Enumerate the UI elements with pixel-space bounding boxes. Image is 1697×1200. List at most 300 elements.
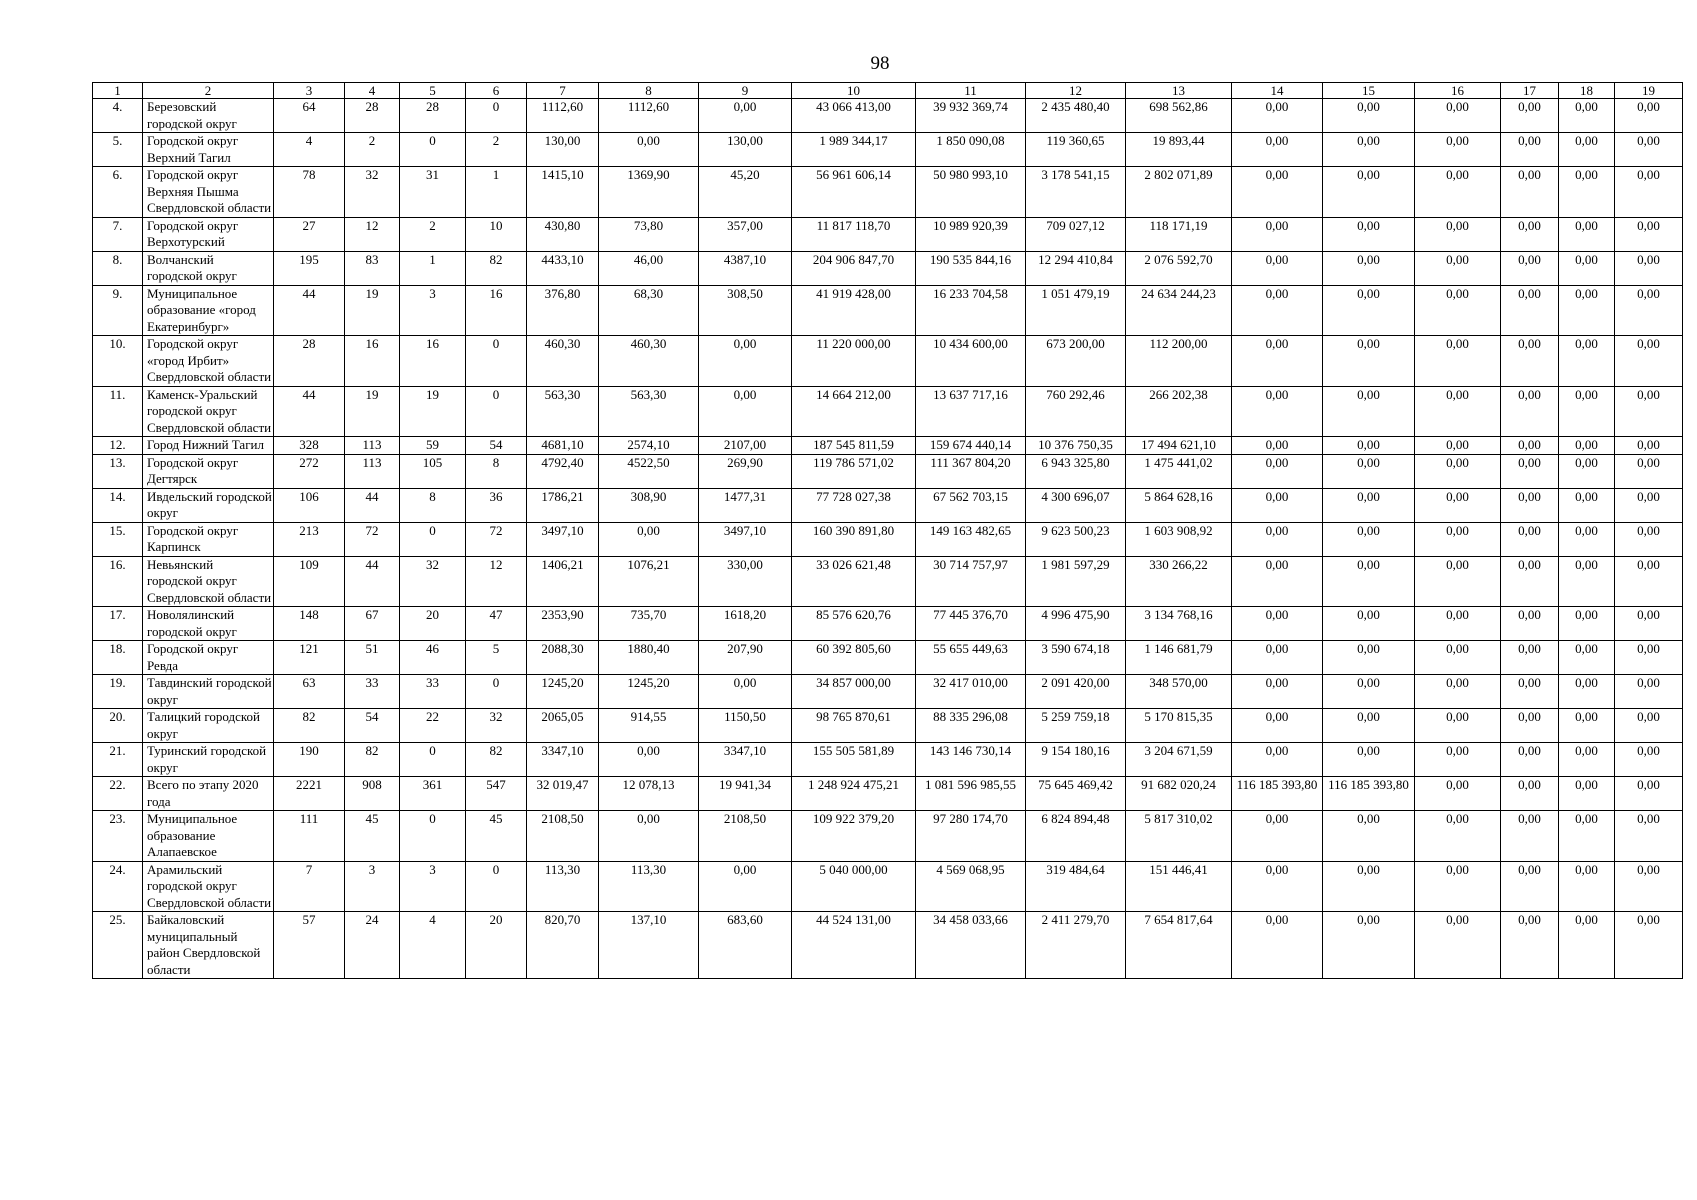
value-cell: 1150,50 — [699, 709, 792, 743]
value-cell: 0,00 — [1323, 437, 1415, 455]
table-row — [93, 217, 1683, 251]
value-cell: 22 — [400, 709, 466, 743]
municipality-name-cell: Байкаловский муниципальный район Свердловской области — [143, 912, 274, 979]
value-cell: 7 654 817,64 — [1126, 912, 1232, 979]
value-cell: 51 — [345, 641, 400, 675]
value-cell: 50 980 993,10 — [916, 167, 1026, 218]
value-cell: 348 570,00 — [1126, 675, 1232, 709]
table-row — [93, 641, 1683, 675]
value-cell: 0,00 — [1323, 861, 1415, 912]
value-cell: 0 — [466, 336, 527, 387]
table-row — [93, 167, 1683, 218]
value-cell: 12 — [345, 217, 400, 251]
value-cell: 0,00 — [1323, 217, 1415, 251]
value-cell: 43 066 413,00 — [792, 99, 916, 133]
value-cell: 3497,10 — [699, 522, 792, 556]
value-cell: 319 484,64 — [1026, 861, 1126, 912]
value-cell: 9 623 500,23 — [1026, 522, 1126, 556]
value-cell: 10 989 920,39 — [916, 217, 1026, 251]
value-cell: 0,00 — [1232, 437, 1323, 455]
row-number-cell: 6. — [93, 167, 143, 218]
value-cell: 44 — [345, 556, 400, 607]
value-cell: 2108,50 — [527, 811, 599, 862]
value-cell: 0,00 — [1615, 251, 1683, 285]
value-cell: 1 981 597,29 — [1026, 556, 1126, 607]
value-cell: 47 — [466, 607, 527, 641]
value-cell: 118 171,19 — [1126, 217, 1232, 251]
value-cell: 195 — [274, 251, 345, 285]
value-cell: 2574,10 — [599, 437, 699, 455]
value-cell: 0,00 — [1323, 641, 1415, 675]
value-cell: 1 146 681,79 — [1126, 641, 1232, 675]
value-cell: 0,00 — [1559, 709, 1615, 743]
value-cell: 0,00 — [1501, 336, 1559, 387]
value-cell: 72 — [466, 522, 527, 556]
value-cell: 0,00 — [1615, 336, 1683, 387]
municipality-name-cell: Волчанский городской округ — [143, 251, 274, 285]
value-cell: 0,00 — [1615, 607, 1683, 641]
value-cell: 0,00 — [1232, 251, 1323, 285]
value-cell: 73,80 — [599, 217, 699, 251]
value-cell: 0,00 — [1232, 709, 1323, 743]
value-cell: 1 989 344,17 — [792, 133, 916, 167]
value-cell: 0,00 — [699, 336, 792, 387]
value-cell: 1 081 596 985,55 — [916, 777, 1026, 811]
value-cell: 0,00 — [599, 811, 699, 862]
value-cell: 11 817 118,70 — [792, 217, 916, 251]
table-row — [93, 488, 1683, 522]
value-cell: 3 178 541,15 — [1026, 167, 1126, 218]
value-cell: 106 — [274, 488, 345, 522]
column-number-cell: 14 — [1232, 83, 1323, 99]
value-cell: 914,55 — [599, 709, 699, 743]
value-cell: 4 569 068,95 — [916, 861, 1026, 912]
value-cell: 0,00 — [1615, 556, 1683, 607]
value-cell: 0 — [466, 861, 527, 912]
column-number-cell: 7 — [527, 83, 599, 99]
value-cell: 0,00 — [1323, 912, 1415, 979]
value-cell: 0,00 — [1559, 133, 1615, 167]
value-cell: 4 — [274, 133, 345, 167]
value-cell: 0,00 — [1559, 777, 1615, 811]
value-cell: 54 — [345, 709, 400, 743]
value-cell: 3347,10 — [527, 743, 599, 777]
row-number-cell: 19. — [93, 675, 143, 709]
row-number-cell: 25. — [93, 912, 143, 979]
value-cell: 0,00 — [1323, 454, 1415, 488]
value-cell: 1 051 479,19 — [1026, 285, 1126, 336]
value-cell: 0,00 — [1615, 437, 1683, 455]
municipality-name-cell: Туринский городской округ — [143, 743, 274, 777]
column-number-cell: 15 — [1323, 83, 1415, 99]
value-cell: 0,00 — [1559, 437, 1615, 455]
table-row — [93, 386, 1683, 437]
value-cell: 113 — [345, 454, 400, 488]
value-cell: 1786,21 — [527, 488, 599, 522]
value-cell: 0,00 — [1232, 675, 1323, 709]
value-cell: 204 906 847,70 — [792, 251, 916, 285]
value-cell: 0,00 — [1415, 912, 1501, 979]
value-cell: 33 — [345, 675, 400, 709]
value-cell: 105 — [400, 454, 466, 488]
value-cell: 272 — [274, 454, 345, 488]
column-number-cell: 4 — [345, 83, 400, 99]
value-cell: 0,00 — [1415, 743, 1501, 777]
value-cell: 0 — [466, 99, 527, 133]
row-number-cell: 15. — [93, 522, 143, 556]
row-number-cell: 16. — [93, 556, 143, 607]
value-cell: 113 — [345, 437, 400, 455]
value-cell: 1245,20 — [527, 675, 599, 709]
value-cell: 0,00 — [1615, 99, 1683, 133]
value-cell: 0,00 — [1559, 386, 1615, 437]
value-cell: 12 294 410,84 — [1026, 251, 1126, 285]
value-cell: 46,00 — [599, 251, 699, 285]
value-cell: 0,00 — [1232, 488, 1323, 522]
value-cell: 32 417 010,00 — [916, 675, 1026, 709]
value-cell: 32 019,47 — [527, 777, 599, 811]
value-cell: 0,00 — [1232, 336, 1323, 387]
value-cell: 0,00 — [1559, 556, 1615, 607]
value-cell: 112 200,00 — [1126, 336, 1232, 387]
value-cell: 0,00 — [1501, 488, 1559, 522]
value-cell: 2 091 420,00 — [1026, 675, 1126, 709]
value-cell: 2 — [345, 133, 400, 167]
row-number-cell: 12. — [93, 437, 143, 455]
table-row — [93, 861, 1683, 912]
municipality-name-cell: Город Нижний Тагил — [143, 437, 274, 455]
municipality-name-cell: Городской округ Верхотурский — [143, 217, 274, 251]
value-cell: 64 — [274, 99, 345, 133]
municipality-name-cell: Ивдельский городской округ — [143, 488, 274, 522]
value-cell: 0,00 — [1323, 386, 1415, 437]
data-table — [92, 82, 1683, 979]
value-cell: 111 367 804,20 — [916, 454, 1026, 488]
value-cell: 2 802 071,89 — [1126, 167, 1232, 218]
column-number-cell: 5 — [400, 83, 466, 99]
value-cell: 0,00 — [1232, 167, 1323, 218]
value-cell: 78 — [274, 167, 345, 218]
value-cell: 0,00 — [1559, 99, 1615, 133]
value-cell: 0,00 — [1615, 912, 1683, 979]
value-cell: 0,00 — [1232, 912, 1323, 979]
value-cell: 97 280 174,70 — [916, 811, 1026, 862]
value-cell: 0,00 — [1323, 607, 1415, 641]
value-cell: 77 445 376,70 — [916, 607, 1026, 641]
column-number-cell: 13 — [1126, 83, 1232, 99]
value-cell: 10 434 600,00 — [916, 336, 1026, 387]
value-cell: 0,00 — [1415, 641, 1501, 675]
value-cell: 0,00 — [1415, 454, 1501, 488]
value-cell: 0,00 — [1415, 251, 1501, 285]
value-cell: 2 411 279,70 — [1026, 912, 1126, 979]
value-cell: 82 — [274, 709, 345, 743]
value-cell: 0,00 — [1615, 709, 1683, 743]
value-cell: 98 765 870,61 — [792, 709, 916, 743]
value-cell: 44 524 131,00 — [792, 912, 916, 979]
value-cell: 11 220 000,00 — [792, 336, 916, 387]
table-row — [93, 912, 1683, 979]
value-cell: 116 185 393,80 — [1232, 777, 1323, 811]
value-cell: 0,00 — [1232, 743, 1323, 777]
value-cell: 547 — [466, 777, 527, 811]
value-cell: 0,00 — [1501, 133, 1559, 167]
value-cell: 1245,20 — [599, 675, 699, 709]
value-cell: 3 — [400, 861, 466, 912]
column-number-cell: 1 — [93, 83, 143, 99]
table-row — [93, 556, 1683, 607]
municipality-name-cell: Городской округ Ревда — [143, 641, 274, 675]
value-cell: 16 — [400, 336, 466, 387]
value-cell: 4792,40 — [527, 454, 599, 488]
value-cell: 187 545 811,59 — [792, 437, 916, 455]
municipality-name-cell: Арамильский городской округ Свердловской области — [143, 861, 274, 912]
value-cell: 111 — [274, 811, 345, 862]
value-cell: 0,00 — [1232, 861, 1323, 912]
value-cell: 45 — [345, 811, 400, 862]
value-cell: 5 170 815,35 — [1126, 709, 1232, 743]
value-cell: 46 — [400, 641, 466, 675]
value-cell: 8 — [466, 454, 527, 488]
municipality-name-cell: Новолялинский городской округ — [143, 607, 274, 641]
value-cell: 32 — [345, 167, 400, 218]
value-cell: 3 590 674,18 — [1026, 641, 1126, 675]
value-cell: 19 893,44 — [1126, 133, 1232, 167]
table-row — [93, 607, 1683, 641]
value-cell: 24 634 244,23 — [1126, 285, 1232, 336]
value-cell: 1 — [400, 251, 466, 285]
value-cell: 0,00 — [1559, 641, 1615, 675]
value-cell: 0,00 — [1501, 251, 1559, 285]
value-cell: 119 360,65 — [1026, 133, 1126, 167]
table-row — [93, 675, 1683, 709]
value-cell: 3347,10 — [699, 743, 792, 777]
value-cell: 0,00 — [1501, 675, 1559, 709]
value-cell: 0,00 — [1615, 133, 1683, 167]
column-number-cell: 10 — [792, 83, 916, 99]
value-cell: 0,00 — [1415, 386, 1501, 437]
value-cell: 16 — [345, 336, 400, 387]
value-cell: 36 — [466, 488, 527, 522]
value-cell: 9 154 180,16 — [1026, 743, 1126, 777]
column-number-cell: 12 — [1026, 83, 1126, 99]
value-cell: 8 — [400, 488, 466, 522]
value-cell: 0 — [400, 133, 466, 167]
value-cell: 0,00 — [1501, 285, 1559, 336]
value-cell: 31 — [400, 167, 466, 218]
row-number-cell: 11. — [93, 386, 143, 437]
value-cell: 0,00 — [1415, 556, 1501, 607]
value-cell: 75 645 469,42 — [1026, 777, 1126, 811]
value-cell: 5 817 310,02 — [1126, 811, 1232, 862]
value-cell: 1 850 090,08 — [916, 133, 1026, 167]
value-cell: 0,00 — [1323, 811, 1415, 862]
value-cell: 460,30 — [527, 336, 599, 387]
value-cell: 0,00 — [1559, 607, 1615, 641]
value-cell: 55 655 449,63 — [916, 641, 1026, 675]
table-row — [93, 777, 1683, 811]
value-cell: 0,00 — [1323, 336, 1415, 387]
value-cell: 0,00 — [1501, 437, 1559, 455]
table-row — [93, 522, 1683, 556]
municipality-name-cell: Городской округ Карпинск — [143, 522, 274, 556]
value-cell: 0 — [400, 522, 466, 556]
value-cell: 0,00 — [1415, 437, 1501, 455]
value-cell: 44 — [274, 285, 345, 336]
value-cell: 19 — [400, 386, 466, 437]
value-cell: 109 — [274, 556, 345, 607]
value-cell: 0,00 — [1232, 522, 1323, 556]
value-cell: 908 — [345, 777, 400, 811]
value-cell: 68,30 — [599, 285, 699, 336]
value-cell: 3 204 671,59 — [1126, 743, 1232, 777]
municipality-name-cell: Невьянский городской округ Свердловской области — [143, 556, 274, 607]
value-cell: 3497,10 — [527, 522, 599, 556]
value-cell: 269,90 — [699, 454, 792, 488]
row-number-cell: 20. — [93, 709, 143, 743]
value-cell: 0,00 — [1501, 641, 1559, 675]
value-cell: 130,00 — [699, 133, 792, 167]
table-row — [93, 437, 1683, 455]
value-cell: 2353,90 — [527, 607, 599, 641]
value-cell: 2 435 480,40 — [1026, 99, 1126, 133]
value-cell: 5 040 000,00 — [792, 861, 916, 912]
value-cell: 0,00 — [1415, 861, 1501, 912]
value-cell: 19 941,34 — [699, 777, 792, 811]
value-cell: 2088,30 — [527, 641, 599, 675]
value-cell: 4 300 696,07 — [1026, 488, 1126, 522]
value-cell: 44 — [274, 386, 345, 437]
value-cell: 60 392 805,60 — [792, 641, 916, 675]
value-cell: 33 026 621,48 — [792, 556, 916, 607]
value-cell: 0,00 — [1323, 675, 1415, 709]
value-cell: 83 — [345, 251, 400, 285]
value-cell: 357,00 — [699, 217, 792, 251]
table-row — [93, 454, 1683, 488]
value-cell: 376,80 — [527, 285, 599, 336]
table-row — [93, 285, 1683, 336]
value-cell: 0,00 — [1323, 285, 1415, 336]
page-number: 98 — [870, 53, 890, 74]
value-cell: 0,00 — [1615, 167, 1683, 218]
value-cell: 328 — [274, 437, 345, 455]
value-cell: 85 576 620,76 — [792, 607, 916, 641]
value-cell: 54 — [466, 437, 527, 455]
value-cell: 190 — [274, 743, 345, 777]
column-number-cell: 9 — [699, 83, 792, 99]
row-number-cell: 8. — [93, 251, 143, 285]
value-cell: 6 824 894,48 — [1026, 811, 1126, 862]
value-cell: 0,00 — [1415, 777, 1501, 811]
value-cell: 4433,10 — [527, 251, 599, 285]
value-cell: 113,30 — [527, 861, 599, 912]
value-cell: 820,70 — [527, 912, 599, 979]
value-cell: 1 — [466, 167, 527, 218]
value-cell: 0,00 — [1323, 522, 1415, 556]
value-cell: 0,00 — [1615, 777, 1683, 811]
value-cell: 0,00 — [1323, 709, 1415, 743]
value-cell: 0,00 — [1415, 217, 1501, 251]
municipality-name-cell: Городской округ Дегтярск — [143, 454, 274, 488]
value-cell: 45 — [466, 811, 527, 862]
value-cell: 0,00 — [699, 99, 792, 133]
value-cell: 0,00 — [1415, 133, 1501, 167]
value-cell: 2065,05 — [527, 709, 599, 743]
value-cell: 0,00 — [1415, 336, 1501, 387]
value-cell: 32 — [466, 709, 527, 743]
value-cell: 17 494 621,10 — [1126, 437, 1232, 455]
table-row — [93, 251, 1683, 285]
value-cell: 0,00 — [1415, 99, 1501, 133]
value-cell: 330,00 — [699, 556, 792, 607]
value-cell: 735,70 — [599, 607, 699, 641]
municipality-name-cell: Талицкий городской округ — [143, 709, 274, 743]
value-cell: 34 857 000,00 — [792, 675, 916, 709]
value-cell: 0,00 — [1323, 488, 1415, 522]
value-cell: 59 — [400, 437, 466, 455]
value-cell: 266 202,38 — [1126, 386, 1232, 437]
value-cell: 0,00 — [1559, 454, 1615, 488]
value-cell: 0,00 — [1615, 217, 1683, 251]
column-number-cell: 17 — [1501, 83, 1559, 99]
table-row — [93, 743, 1683, 777]
value-cell: 10 376 750,35 — [1026, 437, 1126, 455]
value-cell: 91 682 020,24 — [1126, 777, 1232, 811]
value-cell: 0,00 — [1615, 285, 1683, 336]
value-cell: 0 — [466, 675, 527, 709]
value-cell: 19 — [345, 386, 400, 437]
value-cell: 0 — [400, 811, 466, 862]
row-number-cell: 5. — [93, 133, 143, 167]
column-number-cell: 11 — [916, 83, 1026, 99]
value-cell: 0,00 — [1323, 99, 1415, 133]
value-cell: 45,20 — [699, 167, 792, 218]
value-cell: 0,00 — [1501, 522, 1559, 556]
table-row — [93, 709, 1683, 743]
row-number-cell: 7. — [93, 217, 143, 251]
value-cell: 361 — [400, 777, 466, 811]
value-cell: 0,00 — [1501, 743, 1559, 777]
value-cell: 44 — [345, 488, 400, 522]
value-cell: 213 — [274, 522, 345, 556]
value-cell: 0,00 — [1615, 522, 1683, 556]
value-cell: 0,00 — [1559, 675, 1615, 709]
value-cell: 0,00 — [1559, 285, 1615, 336]
value-cell: 0 — [466, 386, 527, 437]
value-cell: 0,00 — [1323, 743, 1415, 777]
value-cell: 460,30 — [599, 336, 699, 387]
value-cell: 0,00 — [1415, 522, 1501, 556]
row-number-cell: 17. — [93, 607, 143, 641]
value-cell: 0,00 — [1501, 99, 1559, 133]
municipality-name-cell: Каменск-Уральский городской округ Свердловской области — [143, 386, 274, 437]
row-number-cell: 14. — [93, 488, 143, 522]
value-cell: 1415,10 — [527, 167, 599, 218]
value-cell: 72 — [345, 522, 400, 556]
column-number-cell: 19 — [1615, 83, 1683, 99]
value-cell: 0,00 — [1559, 743, 1615, 777]
value-cell: 2 — [400, 217, 466, 251]
value-cell: 0,00 — [699, 861, 792, 912]
value-cell: 0,00 — [1615, 488, 1683, 522]
value-cell: 563,30 — [599, 386, 699, 437]
column-number-cell: 18 — [1559, 83, 1615, 99]
value-cell: 0,00 — [1232, 556, 1323, 607]
row-number-cell: 24. — [93, 861, 143, 912]
value-cell: 0,00 — [1559, 217, 1615, 251]
value-cell: 0,00 — [1559, 912, 1615, 979]
value-cell: 0,00 — [1415, 167, 1501, 218]
